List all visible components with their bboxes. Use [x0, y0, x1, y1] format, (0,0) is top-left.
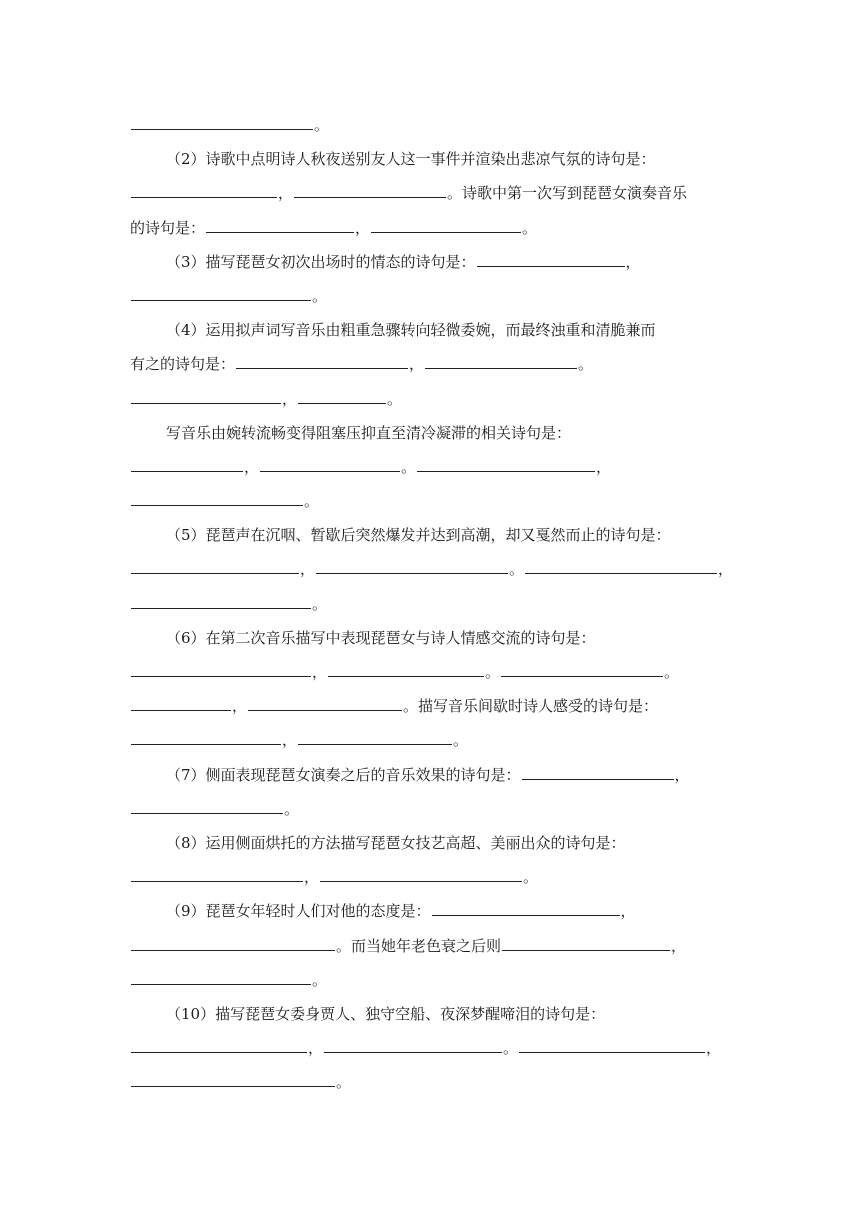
- question-text: ，: [282, 731, 298, 750]
- answer-blank[interactable]: [131, 488, 303, 506]
- question-text: 有之的诗句是：: [130, 355, 236, 374]
- answer-blank[interactable]: [131, 1035, 307, 1053]
- question-line: [130, 621, 730, 655]
- worksheet-page: [130, 108, 734, 1099]
- question-text: 。: [522, 218, 538, 237]
- question-text: 。: [304, 492, 320, 511]
- answer-blank[interactable]: [131, 591, 311, 609]
- answer-blank[interactable]: [519, 1035, 705, 1053]
- question-line: [130, 279, 730, 313]
- question-text: ，: [706, 1039, 722, 1058]
- question-line: [130, 313, 730, 347]
- question-line: [130, 552, 734, 586]
- question-text: 。: [312, 970, 328, 989]
- answer-blank[interactable]: [501, 659, 663, 677]
- answer-blank[interactable]: [298, 386, 386, 404]
- answer-blank[interactable]: [260, 454, 400, 472]
- question-text: （3）描写琵琶女初次出场时的情态的诗句是：: [166, 252, 476, 271]
- question-text: 。: [284, 799, 300, 818]
- answer-blank[interactable]: [316, 556, 508, 574]
- answer-blank[interactable]: [131, 693, 231, 711]
- question-text: 。: [312, 594, 328, 613]
- question-text: ，: [232, 697, 248, 716]
- question-line: [130, 963, 730, 997]
- answer-blank[interactable]: [371, 215, 521, 233]
- question-line: [130, 860, 730, 894]
- question-text: （7）侧面表现琵琶女演奏之后的音乐效果的诗句是：: [166, 765, 521, 784]
- question-text: ，: [278, 184, 294, 203]
- answer-blank[interactable]: [131, 112, 313, 130]
- question-line: [130, 929, 730, 963]
- question-line: [130, 416, 730, 450]
- answer-blank[interactable]: [477, 249, 625, 267]
- question-line: [130, 894, 730, 928]
- answer-blank[interactable]: [417, 454, 595, 472]
- question-text: 。诗歌中第一次写到琵琶女演奏音乐: [447, 184, 688, 203]
- answer-blank[interactable]: [131, 933, 335, 951]
- question-text: 。: [523, 868, 539, 887]
- answer-blank[interactable]: [131, 1069, 335, 1087]
- question-line: [130, 689, 730, 723]
- answer-blank[interactable]: [248, 693, 402, 711]
- question-text: 。: [314, 116, 330, 134]
- question-line: [130, 723, 730, 757]
- question-text: ，: [671, 936, 687, 955]
- question-text: 。: [578, 355, 594, 374]
- answer-blank[interactable]: [298, 727, 452, 745]
- question-text: 。: [509, 560, 525, 579]
- answer-blank[interactable]: [131, 283, 311, 301]
- question-text: （9）琵琶女年轻时人们对他的态度是：: [166, 902, 431, 921]
- question-line: [130, 245, 730, 279]
- question-line: [130, 1065, 730, 1099]
- question-text: 。: [453, 731, 469, 750]
- question-line: [130, 997, 730, 1031]
- question-text: ，: [308, 1039, 324, 1058]
- question-text: 。: [336, 1073, 352, 1092]
- question-line: [130, 347, 730, 381]
- answer-blank[interactable]: [525, 556, 717, 574]
- answer-blank[interactable]: [131, 727, 281, 745]
- answer-blank[interactable]: [425, 351, 577, 369]
- question-line: [130, 1031, 730, 1065]
- question-text: ，: [620, 902, 636, 921]
- answer-blank[interactable]: [131, 454, 243, 472]
- question-text: ，: [625, 252, 641, 271]
- answer-blank[interactable]: [131, 386, 281, 404]
- question-text: 。: [503, 1039, 519, 1058]
- question-line: [130, 382, 730, 416]
- question-text: ，: [282, 389, 298, 408]
- question-text: 。而当她年老色衰之后则: [336, 936, 502, 955]
- answer-blank[interactable]: [131, 796, 283, 814]
- question-text: 。: [485, 663, 501, 681]
- answer-blank[interactable]: [324, 1035, 502, 1053]
- question-line: [130, 450, 730, 484]
- question-text: ，: [718, 560, 734, 579]
- answer-blank[interactable]: [502, 933, 670, 951]
- answer-blank[interactable]: [236, 351, 408, 369]
- question-line: [130, 108, 730, 142]
- question-text: ，: [300, 560, 316, 579]
- question-text: （4）运用拟声词写音乐由粗重急骤转向轻微委婉，而最终浊重和清脆兼而: [166, 321, 656, 340]
- question-text: 。描写音乐间歇时诗人感受的诗句是：: [403, 697, 659, 716]
- question-text: ，: [674, 765, 690, 784]
- question-line: [130, 211, 730, 245]
- question-line: [130, 176, 730, 210]
- question-text: 。: [401, 457, 417, 476]
- question-text: （2）诗歌中点明诗人秋夜送别友人这一事件并渲染出悲凉气氛的诗句是：: [166, 150, 656, 169]
- answer-blank[interactable]: [131, 967, 311, 985]
- question-text: ，: [312, 663, 328, 681]
- question-text: ，: [355, 218, 371, 237]
- question-line: [130, 792, 730, 826]
- question-line: [130, 655, 730, 689]
- question-line: [130, 518, 730, 552]
- question-text: 的诗句是：: [130, 218, 206, 237]
- answer-blank[interactable]: [432, 898, 620, 916]
- answer-blank[interactable]: [131, 864, 303, 882]
- question-text: （8）运用侧面烘托的方法描写琵琶女技艺高超、美丽出众的诗句是：: [166, 833, 626, 852]
- question-line: [130, 142, 730, 176]
- answer-blank[interactable]: [131, 556, 299, 574]
- question-text: （6）在第二次音乐描写中表现琵琶女与诗人情感交流的诗句是：: [166, 628, 596, 647]
- answer-blank[interactable]: [320, 864, 522, 882]
- question-text: ，: [409, 355, 425, 374]
- answer-blank[interactable]: [131, 659, 311, 677]
- question-text: 写音乐由婉转流畅变得阻塞压抑直至清冷凝滞的相关诗句是：: [166, 423, 572, 442]
- question-text: 。: [387, 389, 403, 408]
- answer-blank[interactable]: [131, 180, 277, 198]
- question-text: （10）描写琵琶女委身贾人、独守空船、夜深梦醒啼泪的诗句是：: [166, 1004, 606, 1023]
- question-text: 。: [664, 663, 680, 681]
- question-text: （5）琵琶声在沉咽、暂歇后突然爆发并达到高潮，却又戛然而止的诗句是：: [166, 526, 671, 545]
- question-line: [130, 826, 730, 860]
- answer-blank[interactable]: [294, 180, 446, 198]
- question-line: [130, 758, 730, 792]
- question-line: [130, 484, 730, 518]
- question-text: ，: [596, 457, 612, 476]
- question-line: [130, 587, 730, 621]
- question-text: 。: [312, 286, 328, 305]
- question-text: ，: [304, 868, 320, 887]
- question-text: ，: [244, 457, 260, 476]
- answer-blank[interactable]: [328, 659, 484, 677]
- answer-blank[interactable]: [522, 762, 674, 780]
- answer-blank[interactable]: [206, 215, 354, 233]
